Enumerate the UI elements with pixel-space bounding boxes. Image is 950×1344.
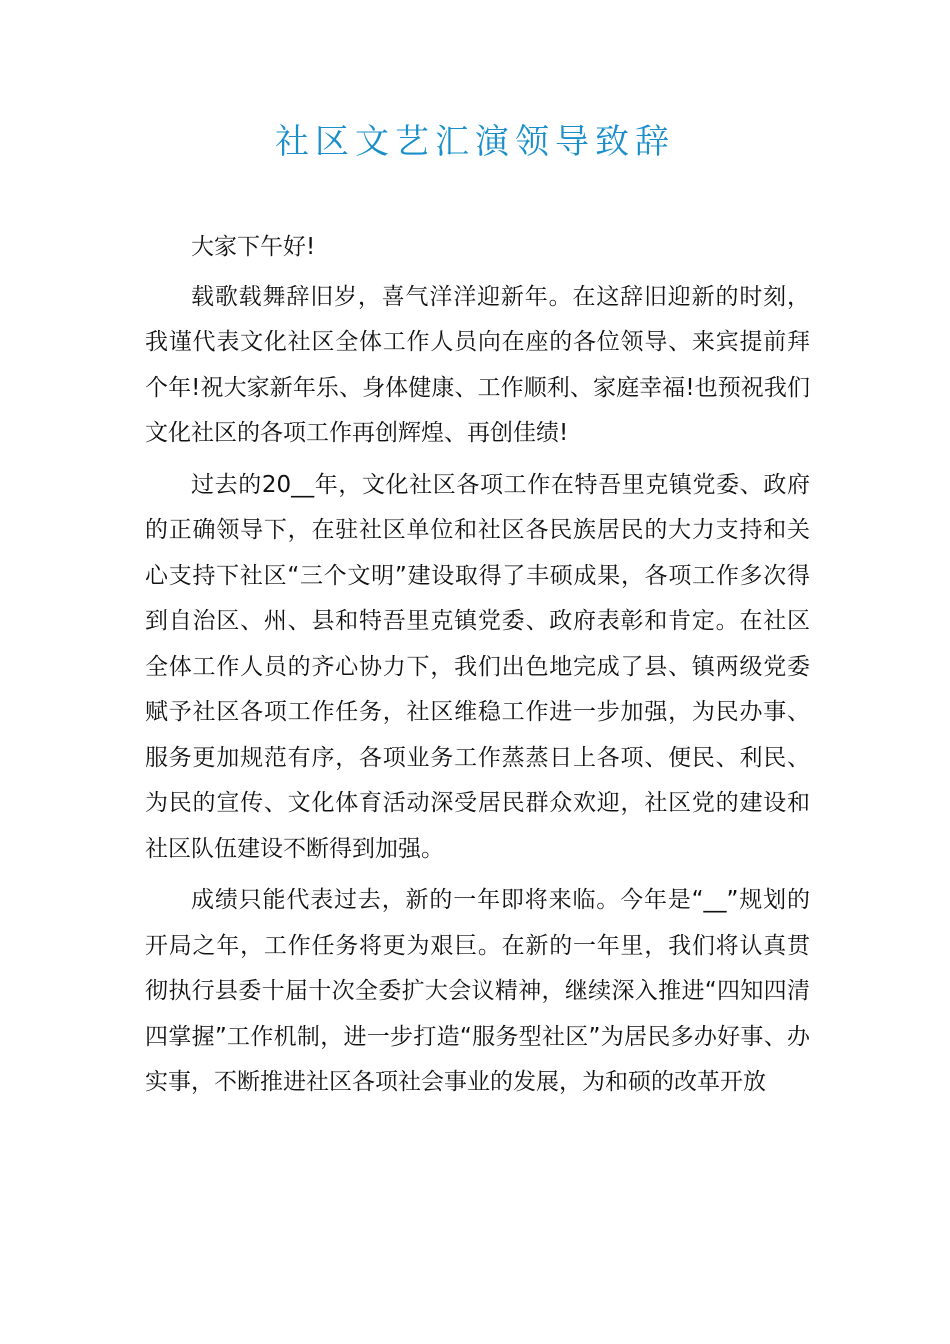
document-body (145, 225, 810, 1112)
body-paragraph-1: 载歌载舞辞旧岁，喜气洋洋迎新年。在这辞旧迎新的时刻，我谨代表文化社区全体工作人员向在座的各位领导、来宾提前拜个年!祝大家新年乐、身体健康、工作顺利、家庭幸福!也预祝我们文化社区的各项工作再创辉煌、再创佳绩! (145, 283, 810, 446)
greeting-paragraph: 大家下午好! (191, 234, 316, 260)
document-title: 社区文艺汇演领导致辞 (275, 122, 675, 162)
body-paragraph-3: 成绩只能代表过去，新的一年即将来临。今年是“__”规划的开局之年，工作任务将更为艰巨。在新的一年里，我们将认真贯彻执行县委十届十次全委扩大会议精神，继续深入推进“四知四清四掌握”工作机制，进一步打造“服务型社区”为居民多办好事、办实事，不断推进社区各项社会事业的发展，为和硕的改革开放 (145, 887, 810, 1095)
body-paragraph-2: 过去的20__年，文化社区各项工作在特吾里克镇党委、政府的正确领导下，在驻社区单位和社区各民族居民的大力支持和关心支持下社区“三个文明”建设取得了丰硕成果，各项工作多次得到自治区、州、县和特吾里克镇党委、政府表彰和肯定。在社区全体工作人员的齐心协力下，我们出色地完成了县、镇两级党委赋予社区各项工作任务，社区维稳工作进一步加强，为民办事、服务更加规范有序，各项业务工作蒸蒸日上各项、便民、利民、为民的宣传、文化体育活动深受居民群众欢迎，社区党的建设和社区队伍建设不断得到加强。 (145, 471, 810, 862)
